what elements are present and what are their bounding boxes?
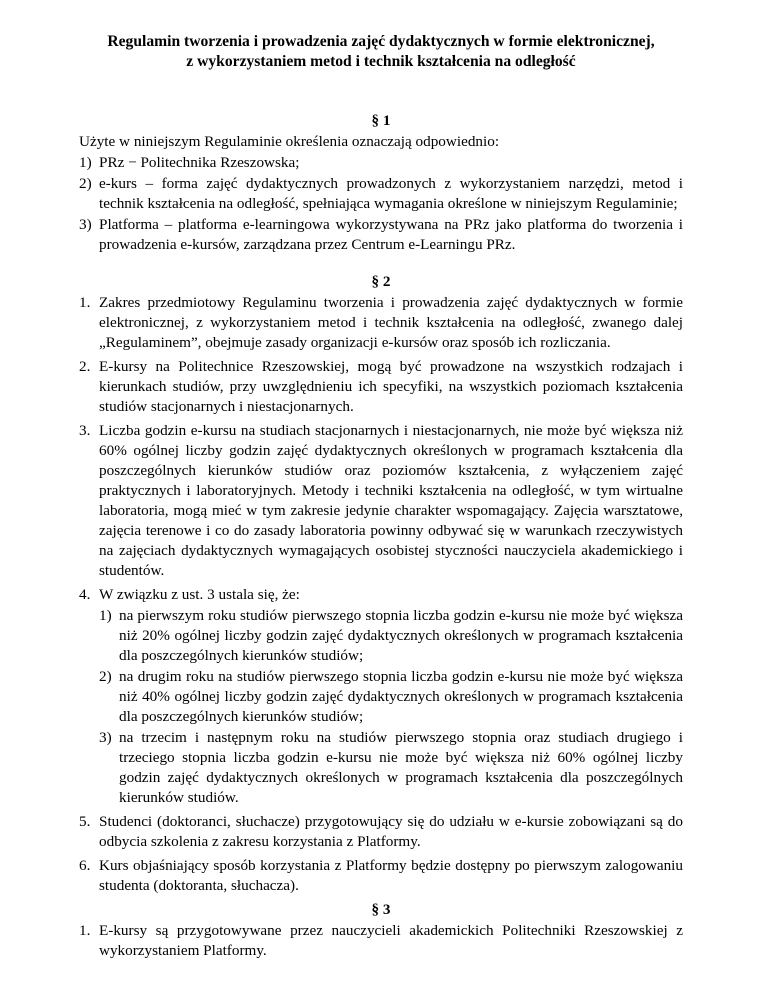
item-number: 1.	[79, 294, 91, 311]
item-text: na pierwszym roku studiów pierwszego stopnia liczba godzin e-kursu nie może być większa niż 20% ogólnej liczby godzin zajęć dydaktycznych określonych w programach kształcenia dla poszczególnych kierunków studiów;	[119, 607, 683, 664]
section-1-intro: Użyte w niniejszym Regulaminie określenia oznaczają odpowiednio:	[79, 133, 500, 150]
section-3-paragraphs	[79, 921, 683, 961]
paragraph-item	[79, 812, 683, 852]
list-item	[79, 153, 683, 173]
item-text: W związku z ust. 3 ustala się, że:	[99, 586, 300, 603]
paragraph-item	[79, 421, 683, 581]
title-line-2: z wykorzystaniem metod i technik kształcenia na odległość	[186, 53, 576, 70]
item-text: E-kursy są przygotowywane przez nauczycieli akademickich Politechniki Rzeszowskiej z wykorzystaniem Platformy.	[99, 922, 683, 959]
item-number: 4.	[79, 586, 91, 603]
item-number: 2)	[79, 175, 92, 192]
list-item	[79, 215, 683, 255]
item-number: 1.	[79, 922, 91, 939]
item-text: Liczba godzin e-kursu na studiach stacjonarnych i niestacjonarnych, nie może być większa niż 60% ogólnej liczby godzin zajęć dydaktycznych określonych w programach kształcenia dla poszczególnych kierunków studiów oraz poziomów kształcenia, z wyłączeniem zajęć praktycznych i laboratoryjnych. Metody i techniki kształcenia na odległość, w tym wirtualne laboratoria, mogą mieć w tym zakresie jedynie charakter wspomagający. Zajęcia warsztatowe, zajęcia terenowe i co do zasady laboratoria powinny odbywać się w warunkach rzeczywistych na zajęciach dydaktycznych wymagających osobistej styczności nauczyciela akademickiego i studentów.	[99, 422, 683, 579]
paragraph-item	[79, 293, 683, 353]
item-number: 3.	[79, 422, 91, 439]
item-text: Studenci (doktoranci, słuchacze) przygotowujący się do udziału w e-kursie zobowiązani są do odbycia szkolenia z zakresu korzystania z Platformy.	[99, 813, 683, 850]
item-text: PRz − Politechnika Rzeszowska;	[99, 154, 300, 171]
sub-item	[99, 606, 683, 666]
document-title	[79, 32, 683, 72]
item-number: 3)	[79, 216, 92, 233]
paragraph-item	[79, 856, 683, 896]
item-text: na drugim roku na studiów pierwszego stopnia liczba godzin e-kursu nie może być większa niż 40% ogólnej liczby godzin zajęć dydaktycznych określonych w programach kształcenia dla poszczególnych kierunków studiów;	[119, 668, 683, 725]
item-number: 2.	[79, 358, 91, 375]
sub-item	[99, 667, 683, 727]
item-text: E-kursy na Politechnice Rzeszowskiej, mogą być prowadzone na wszystkich rodzajach i kierunkach studiów, przy uwzględnieniu ich specyfiki, na wszystkich poziomach kształcenia studiów stacjonarnych i niestacjonarnych.	[99, 358, 683, 415]
paragraph-item	[79, 585, 683, 808]
item-number: 1)	[79, 154, 92, 171]
item-text: e-kurs – forma zajęć dydaktycznych prowadzonych z wykorzystaniem narzędzi, metod i technik kształcenia na odległość, spełniająca wymagania określone w niniejszym Regulaminie;	[99, 175, 683, 212]
item-text: Zakres przedmiotowy Regulaminu tworzenia i prowadzenia zajęć dydaktycznych w formie elektronicznej, z wykorzystaniem metod i technik kształcenia na odległość, zwanego dalej „Regulaminem”, obejmuje zasady organizacji e-kursów oraz sposób ich rozliczania.	[99, 294, 683, 351]
item-text: Kurs objaśniający sposób korzystania z Platformy będzie dostępny po pierwszym zalogowaniu studenta (doktoranta, słuchacza).	[99, 857, 683, 894]
list-item	[79, 174, 683, 214]
item-number: 5.	[79, 813, 91, 830]
section-2-heading: § 2	[371, 273, 391, 290]
item-text: Platforma – platforma e-learningowa wykorzystywana na PRz jako platforma do tworzenia i prowadzenia e-kursów, zarządzana przez Centrum e-Learningu PRz.	[99, 216, 683, 253]
item-text: na trzecim i następnym roku na studiów pierwszego stopnia oraz studiach drugiego i trzeciego stopnia liczba godzin e-kursu nie może być większa niż 60% ogólnej liczby godzin zajęć dydaktycznych określonych w programach kształcenia dla poszczególnych kierunków studiów.	[119, 729, 683, 806]
paragraph-item	[79, 921, 683, 961]
sub-item	[99, 728, 683, 808]
item-number: 1)	[99, 607, 112, 624]
paragraph-item	[79, 357, 683, 417]
title-line-1: Regulamin tworzenia i prowadzenia zajęć dydaktycznych w formie elektronicznej,	[107, 33, 655, 50]
section-2-paragraphs	[79, 293, 683, 896]
section-1-heading: § 1	[371, 112, 391, 129]
section-3-heading: § 3	[371, 901, 391, 918]
item-number: 3)	[99, 729, 112, 746]
definitions-list	[79, 153, 683, 255]
sub-list	[99, 606, 683, 808]
item-number: 2)	[99, 668, 112, 685]
item-number: 6.	[79, 857, 91, 874]
